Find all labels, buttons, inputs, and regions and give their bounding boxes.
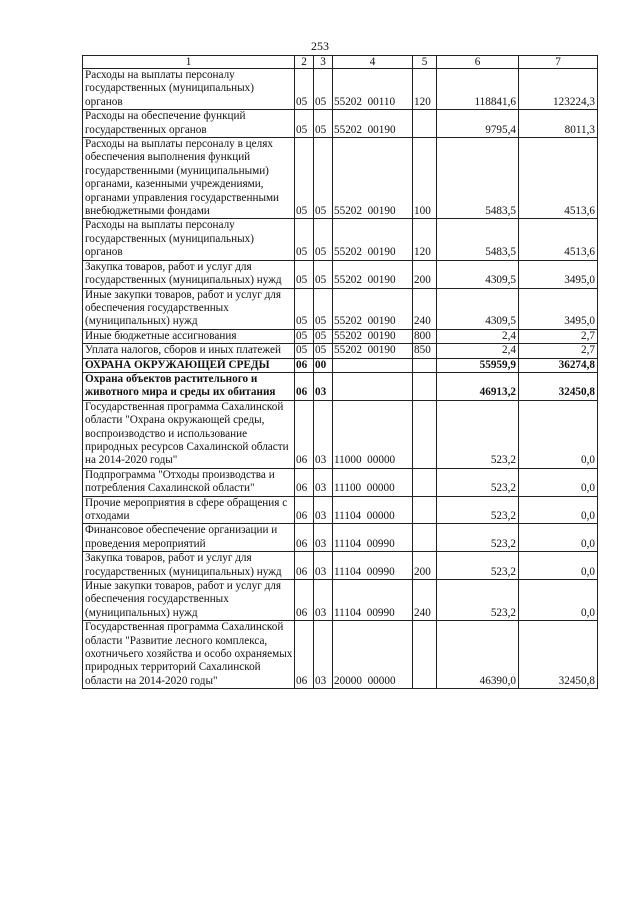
row-target-article-part: 00190 — [367, 205, 396, 218]
row-subsection: 05 — [314, 288, 333, 329]
row-target-article-part: 55202 — [334, 344, 362, 357]
row-subsection: 03 — [314, 468, 333, 496]
row-target-article — [333, 358, 413, 372]
table-row — [83, 552, 598, 580]
row-target-article-part: 00190 — [367, 329, 396, 342]
row-section: 05 — [295, 288, 314, 329]
row-section: 06 — [295, 400, 314, 468]
row-value-col7: 0,0 — [519, 524, 598, 552]
row-name: Государственная программа Сахалинской области "Развитие лесного комплекса, охотничьего хозяйства и особо охраняемых природных территорий Сахалинской области на 2014-2020 годы" — [83, 621, 295, 689]
row-target-article-part: 20000 — [334, 674, 362, 687]
row-value-col7: 0,0 — [519, 400, 598, 468]
row-value-col7: 3495,0 — [519, 288, 598, 329]
row-target-article-part: 00000 — [367, 454, 396, 467]
row-name: Расходы на обеспечение функций государственных органов — [83, 110, 295, 138]
row-expense-type: 200 — [413, 260, 437, 288]
row-target-article-part: 00110 — [367, 95, 396, 108]
row-expense-type: 800 — [413, 329, 437, 343]
row-expense-type: 120 — [413, 219, 437, 260]
row-expense-type: 240 — [413, 580, 437, 621]
row-expense-type: 240 — [413, 288, 437, 329]
row-expense-type: 850 — [413, 344, 437, 358]
row-subsection: 00 — [314, 358, 333, 372]
row-target-article — [333, 288, 413, 329]
row-value-col6: 5483,5 — [437, 138, 519, 219]
row-subsection: 05 — [314, 260, 333, 288]
row-target-article-part: 00990 — [366, 606, 395, 619]
row-section: 05 — [295, 110, 314, 138]
row-target-article — [333, 552, 413, 580]
row-section: 05 — [295, 219, 314, 260]
row-target-article — [333, 110, 413, 138]
row-expense-type — [413, 110, 437, 138]
row-subsection: 03 — [314, 400, 333, 468]
row-section: 05 — [295, 329, 314, 343]
row-target-article — [333, 344, 413, 358]
row-target-article — [333, 260, 413, 288]
row-subsection: 05 — [314, 329, 333, 343]
row-target-article — [333, 580, 413, 621]
row-target-article-part: 55202 — [334, 315, 362, 328]
row-target-article-part: 00000 — [367, 674, 396, 687]
row-value-col6: 5483,5 — [437, 219, 519, 260]
header-cell: 2 — [295, 56, 314, 69]
row-expense-type: 120 — [413, 69, 437, 110]
row-value-col7: 8011,3 — [519, 110, 598, 138]
row-value-col6: 2,4 — [437, 329, 519, 343]
header-cell: 5 — [413, 56, 437, 69]
table-row — [83, 468, 598, 496]
row-target-article-part: 55202 — [334, 329, 362, 342]
row-value-col6: 523,2 — [437, 468, 519, 496]
row-target-article-part: 11104 — [334, 537, 362, 550]
row-expense-type — [413, 400, 437, 468]
row-value-col7: 0,0 — [519, 580, 598, 621]
row-target-article-part: 00190 — [367, 246, 396, 259]
row-value-col7: 2,7 — [519, 344, 598, 358]
row-value-col7: 123224,3 — [519, 69, 598, 110]
table-row — [83, 288, 598, 329]
row-subsection: 03 — [314, 496, 333, 524]
row-value-col7: 4513,6 — [519, 219, 598, 260]
row-target-article-part: 00990 — [366, 537, 395, 550]
row-target-article — [333, 69, 413, 110]
table-row — [83, 621, 598, 689]
row-name: Прочие мероприятия в сфере обращения с отходами — [83, 496, 295, 524]
row-target-article-part: 11104 — [334, 565, 362, 578]
row-target-article — [333, 524, 413, 552]
row-target-article-part: 00190 — [367, 123, 396, 136]
row-name: ОХРАНА ОКРУЖАЮЩЕЙ СРЕДЫ — [83, 358, 295, 372]
row-value-col7: 0,0 — [519, 496, 598, 524]
row-value-col6: 523,2 — [437, 496, 519, 524]
row-name: Подпрограмма "Отходы производства и потребления Сахалинской области" — [83, 468, 295, 496]
row-target-article-part: 55202 — [334, 123, 362, 136]
row-subsection: 05 — [314, 219, 333, 260]
row-name: Охрана объектов растительного и животного мира и среды их обитания — [83, 372, 295, 400]
row-subsection: 03 — [314, 524, 333, 552]
row-expense-type — [413, 372, 437, 400]
row-name: Иные бюджетные ассигнования — [83, 329, 295, 343]
table-row — [83, 372, 598, 400]
row-target-article-part: 55202 — [334, 274, 362, 287]
row-name: Иные закупки товаров, работ и услуг для обеспечения государственных (муниципальных) нужд — [83, 580, 295, 621]
row-section: 06 — [295, 496, 314, 524]
row-section: 06 — [295, 580, 314, 621]
row-subsection: 05 — [314, 110, 333, 138]
row-value-col6: 55959,9 — [437, 358, 519, 372]
row-target-article-part: 55202 — [334, 246, 362, 259]
row-value-col6: 46913,2 — [437, 372, 519, 400]
row-expense-type — [413, 496, 437, 524]
row-target-article-part: 11100 — [334, 482, 362, 495]
row-section: 05 — [295, 138, 314, 219]
row-value-col6: 2,4 — [437, 344, 519, 358]
row-value-col7: 4513,6 — [519, 138, 598, 219]
row-name: Государственная программа Сахалинской области "Охрана окружающей среды, воспроизводство и использование природных ресурсов Сахалинской области на 2014-2020 годы" — [83, 400, 295, 468]
row-value-col6: 4309,5 — [437, 260, 519, 288]
row-value-col7: 3495,0 — [519, 260, 598, 288]
row-target-article-part: 55202 — [334, 95, 362, 108]
row-value-col6: 523,2 — [437, 580, 519, 621]
row-target-article — [333, 372, 413, 400]
row-section: 06 — [295, 372, 314, 400]
row-value-col7: 32450,8 — [519, 621, 598, 689]
row-value-col7: 36274,8 — [519, 358, 598, 372]
row-value-col6: 523,2 — [437, 552, 519, 580]
row-name: Расходы на выплаты персоналу государственных (муниципальных) органов — [83, 69, 295, 110]
row-section: 05 — [295, 344, 314, 358]
row-target-article — [333, 496, 413, 524]
table-row — [83, 580, 598, 621]
row-expense-type — [413, 621, 437, 689]
row-target-article — [333, 468, 413, 496]
row-name: Закупка товаров, работ и услуг для государственных (муниципальных) нужд — [83, 260, 295, 288]
row-subsection: 05 — [314, 344, 333, 358]
table-row — [83, 329, 598, 343]
row-section: 06 — [295, 358, 314, 372]
header-cell: 3 — [314, 56, 333, 69]
table-row — [83, 69, 598, 110]
row-target-article-part: 00190 — [367, 315, 396, 328]
row-target-article — [333, 621, 413, 689]
row-target-article-part: 11000 — [334, 454, 362, 467]
row-value-col6: 523,2 — [437, 524, 519, 552]
row-value-col7: 0,0 — [519, 552, 598, 580]
row-name: Уплата налогов, сборов и иных платежей — [83, 344, 295, 358]
header-cell: 6 — [437, 56, 519, 69]
row-value-col6: 46390,0 — [437, 621, 519, 689]
table-row — [83, 219, 598, 260]
row-section: 06 — [295, 621, 314, 689]
header-row — [83, 56, 598, 69]
row-section: 06 — [295, 552, 314, 580]
row-target-article-part: 11104 — [334, 510, 362, 522]
row-value-col7: 0,0 — [519, 468, 598, 496]
row-target-article — [333, 219, 413, 260]
row-name: Расходы на выплаты персоналу государственных (муниципальных) органов — [83, 219, 295, 260]
budget-table — [82, 55, 598, 689]
page-number: 253 — [311, 39, 329, 53]
row-target-article — [333, 138, 413, 219]
table-row — [83, 496, 598, 524]
row-target-article-part: 00190 — [367, 274, 396, 287]
header-cell: 1 — [83, 56, 295, 69]
row-subsection: 03 — [314, 552, 333, 580]
row-value-col6: 4309,5 — [437, 288, 519, 329]
row-target-article-part: 11104 — [334, 606, 362, 619]
row-name: Иные закупки товаров, работ и услуг для обеспечения государственных (муниципальных) нужд — [83, 288, 295, 329]
row-name: Закупка товаров, работ и услуг для государственных (муниципальных) нужд — [83, 552, 295, 580]
row-expense-type: 100 — [413, 138, 437, 219]
row-section: 05 — [295, 69, 314, 110]
header-cell: 4 — [333, 56, 413, 69]
row-subsection: 05 — [314, 69, 333, 110]
row-value-col6: 118841,6 — [437, 69, 519, 110]
row-target-article-part: 55202 — [334, 205, 362, 218]
row-expense-type — [413, 524, 437, 552]
table-row — [83, 138, 598, 219]
row-subsection: 03 — [314, 580, 333, 621]
header-cell: 7 — [519, 56, 598, 69]
row-value-col6: 523,2 — [437, 400, 519, 468]
row-subsection: 03 — [314, 372, 333, 400]
row-subsection: 05 — [314, 138, 333, 219]
row-expense-type: 200 — [413, 552, 437, 580]
row-target-article-part: 00000 — [366, 510, 395, 522]
row-target-article-part: 00190 — [367, 344, 396, 357]
table-row — [83, 524, 598, 552]
table-row — [83, 110, 598, 138]
table-row — [83, 400, 598, 468]
row-value-col7: 2,7 — [519, 329, 598, 343]
row-name: Финансовое обеспечение организации и проведения мероприятий — [83, 524, 295, 552]
table-row — [83, 260, 598, 288]
row-target-article — [333, 329, 413, 343]
row-section: 06 — [295, 468, 314, 496]
row-name: Расходы на выплаты персоналу в целях обеспечения выполнения функций государственными (муниципальными) органами, казенными учреждениями, органами управления государственными внебюджетными фондами — [83, 138, 295, 219]
row-value-col7: 32450,8 — [519, 372, 598, 400]
row-expense-type — [413, 358, 437, 372]
row-section: 06 — [295, 524, 314, 552]
row-expense-type — [413, 468, 437, 496]
row-subsection: 03 — [314, 621, 333, 689]
row-target-article-part: 00000 — [366, 482, 395, 495]
table-row — [83, 358, 598, 372]
row-section: 05 — [295, 260, 314, 288]
table-row — [83, 344, 598, 358]
row-target-article — [333, 400, 413, 468]
row-value-col6: 9795,4 — [437, 110, 519, 138]
row-target-article-part: 00990 — [366, 565, 395, 578]
